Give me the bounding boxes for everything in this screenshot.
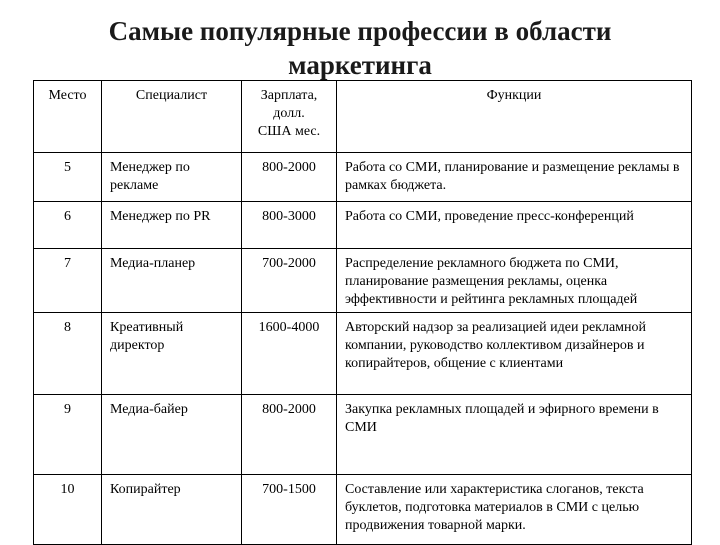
- place-cell: 5: [34, 153, 102, 202]
- header-salary-line-3: США мес.: [257, 124, 321, 139]
- specialist-cell: Медиа-планер: [102, 249, 242, 313]
- place-cell: 7: [34, 249, 102, 313]
- salary-cell: 1600-4000: [242, 313, 337, 395]
- salary-cell: 700-1500: [242, 475, 337, 545]
- header-salary-line-2: долл.: [273, 106, 305, 121]
- header-row: [34, 81, 692, 153]
- salary-cell: 800-2000: [242, 395, 337, 475]
- header-specialist: Специалист: [102, 81, 242, 153]
- place-cell: 8: [34, 313, 102, 395]
- title-line-1: Самые популярные профессии в области: [108, 16, 612, 46]
- salary-cell: 700-2000: [242, 249, 337, 313]
- functions-cell: Распределение рекламного бюджета по СМИ, планирование размещения рекламы, оценка эффективности и рейтинга рекламных площадей: [337, 249, 692, 313]
- header-functions: Функции: [337, 81, 692, 153]
- table-row: [34, 202, 692, 249]
- header-salary-line-1: Зарплата,: [260, 88, 318, 103]
- salary-cell: 800-3000: [242, 202, 337, 249]
- professions-table: [33, 80, 692, 545]
- place-cell: 6: [34, 202, 102, 249]
- header-salary: [242, 81, 337, 153]
- functions-cell: Авторский надзор за реализацией идеи рекламной компании, руководство коллективом дизайнеров и копирайтеров, общение с клиентами: [337, 313, 692, 395]
- header-place: Место: [34, 81, 102, 153]
- table-row: [34, 395, 692, 475]
- table-row: [34, 475, 692, 545]
- specialist-cell: Менеджер по PR: [102, 202, 242, 249]
- specialist-cell: Копирайтер: [102, 475, 242, 545]
- specialist-cell: Менеджер по рекламе: [102, 153, 242, 202]
- salary-cell: 800-2000: [242, 153, 337, 202]
- specialist-cell: Медиа-байер: [102, 395, 242, 475]
- table-row: [34, 249, 692, 313]
- table-row: [34, 153, 692, 202]
- place-cell: 10: [34, 475, 102, 545]
- table-row: [34, 313, 692, 395]
- functions-cell: Составление или характеристика слоганов, текста буклетов, подготовка материалов в СМИ с целью продвижения товарной марки.: [337, 475, 692, 545]
- place-cell: 9: [34, 395, 102, 475]
- specialist-cell: Креативный директор: [102, 313, 242, 395]
- page-title: [0, 14, 720, 82]
- functions-cell: Работа со СМИ, планирование и размещение рекламы в рамках бюджета.: [337, 153, 692, 202]
- functions-cell: Работа со СМИ, проведение пресс-конференций: [337, 202, 692, 249]
- title-line-2: маркетинга: [288, 50, 432, 80]
- functions-cell: Закупка рекламных площадей и эфирного времени в СМИ: [337, 395, 692, 475]
